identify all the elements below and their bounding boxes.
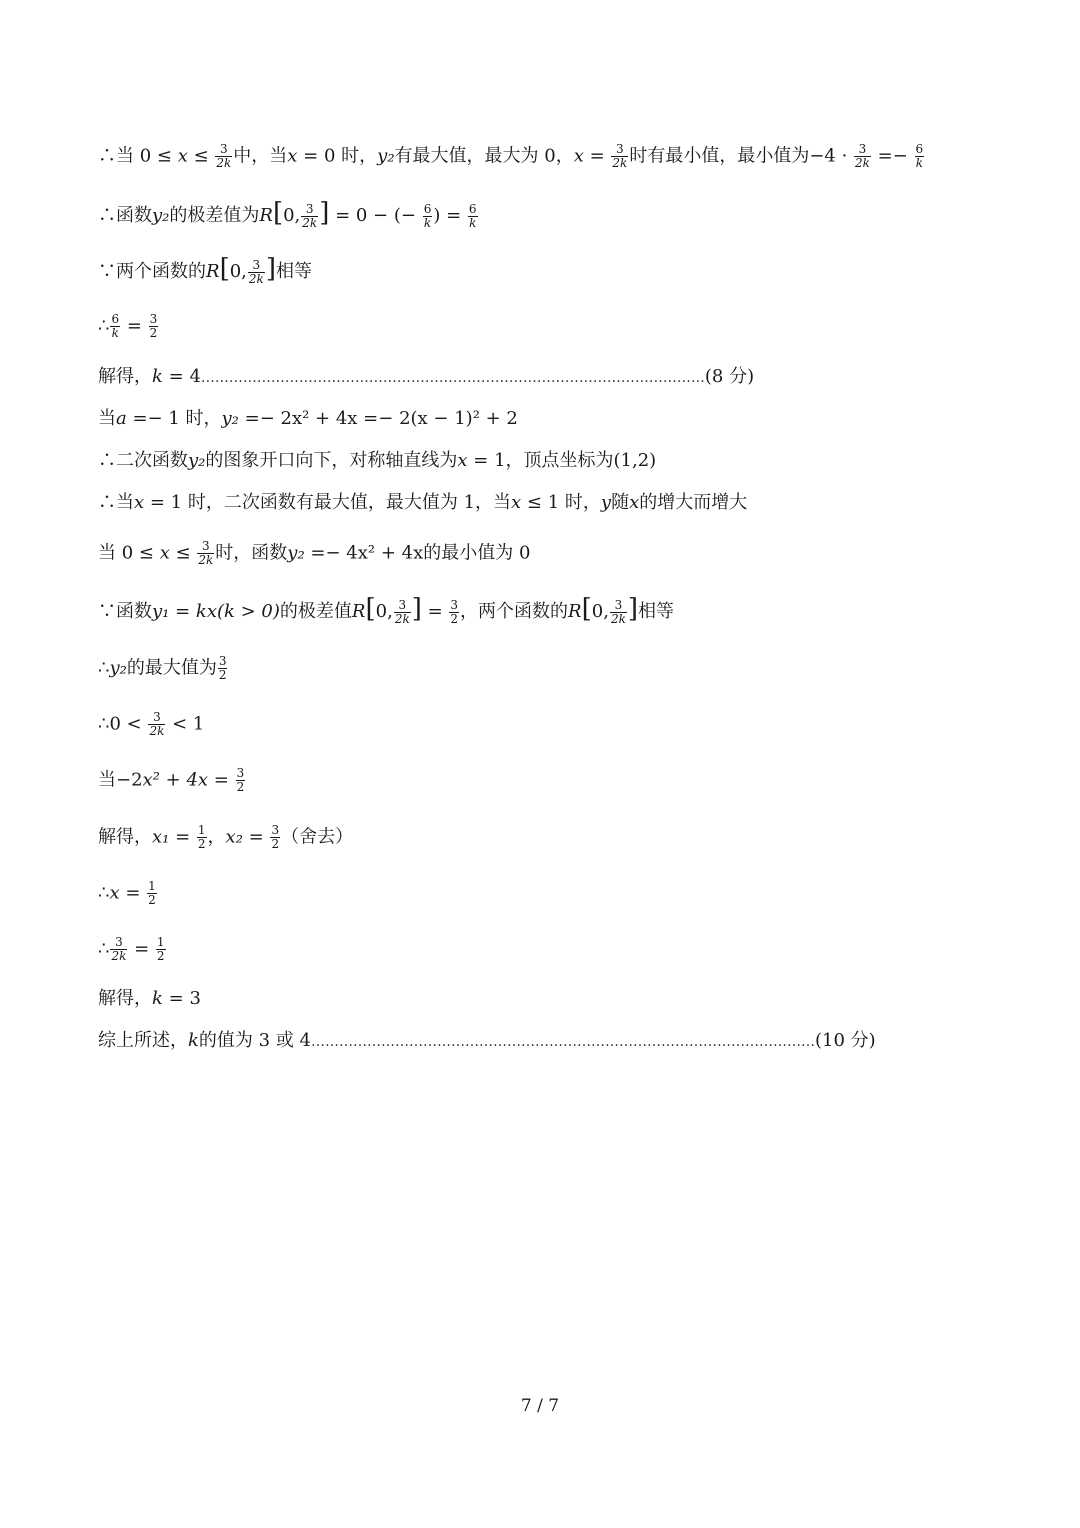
page-number: 7 / 7 — [520, 1396, 560, 1416]
fraction: $\frac{3}{2}$ — [236, 766, 245, 794]
solution-line-13: 当−2x² + 4x = $\frac{3}{2}$ — [98, 766, 245, 794]
score-marker: (10 分) — [815, 1030, 876, 1051]
solution-line-18: 综上所述，k的值为 3 或 4………………………………………………………………………………………………(10 分) — [98, 1030, 876, 1051]
solution-line-4: ∴ $\frac{6}{k}$ = $\frac{3}{2}$ — [98, 312, 158, 340]
solution-line-6: 当a =− 1 时，y₂ =− 2x² + 4x =− 2(x − 1)² + 2 — [98, 408, 518, 429]
fraction: $\frac{3}{2k}$ — [610, 597, 626, 626]
fraction: $\frac{1}{2}$ — [197, 823, 206, 851]
fraction: $\frac{3}{2k}$ — [855, 142, 870, 170]
fraction: $\frac{6}{k}$ — [111, 312, 120, 340]
solution-line-12: ∴0 < $\frac{3}{2k}$ < 1 — [98, 710, 205, 738]
solution-line-9: 当 0 ≤ x ≤ $\frac{3}{2k}$ 时，函数y₂ =− 4x² + 4x的最小值为 0 — [98, 539, 531, 567]
fraction: $\frac{3}{2}$ — [450, 597, 459, 626]
solution-line-14: 解得，x₁ = $\frac{1}{2}$ ，x₂ = $\frac{3}{2}$ （舍去） — [98, 823, 354, 851]
solution-line-5: 解得，k = 4………………………………………………………………………………………………(8 分) — [98, 366, 755, 387]
fraction: $\frac{3}{2}$ — [218, 654, 227, 682]
fraction: $\frac{3}{2k}$ — [612, 142, 628, 170]
fraction: $\frac{1}{2}$ — [156, 935, 165, 963]
fraction: $\frac{3}{2k}$ — [216, 142, 232, 170]
solution-line-8: ∴当x = 1 时，二次函数有最大值，最大值为 1，当x ≤ 1 时，y随x的增大而增大 — [98, 492, 748, 513]
fraction: $\frac{3}{2k}$ — [302, 201, 318, 230]
solution-line-2: ∴函数y₂的极差值为R[0, $\frac{3}{2k}$ ] = 0 − (− $\frac{6}{k}$ ) = $\frac{6}{k}$ — [98, 198, 477, 230]
solution-line-11: ∴y₂的最大值为 $\frac{3}{2}$ — [98, 654, 227, 682]
solution-line-16: ∴ $\frac{3}{2k}$ = $\frac{1}{2}$ — [98, 935, 165, 963]
solution-line-3: ∵两个函数的R[0, $\frac{3}{2k}$ ]相等 — [98, 254, 312, 286]
fraction: $\frac{3}{2k}$ — [198, 539, 214, 567]
score-marker: (8 分) — [704, 366, 755, 387]
fraction: $\frac{3}{2k}$ — [149, 710, 165, 738]
fraction: $\frac{3}{2k}$ — [248, 257, 264, 286]
fraction: $\frac{3}{2}$ — [149, 312, 158, 340]
solution-line-15: ∴x = $\frac{1}{2}$ — [98, 879, 156, 907]
fraction: $\frac{6}{k}$ — [915, 142, 924, 170]
solution-line-1: ∴当 0 ≤ x ≤ $\frac{3}{2k}$ 中，当x = 0 时，y₂有最大值，最大为 0，x = $\frac{3}{2k}$ 时有最小值，最小值为−4 · $\frac{3}{2k}$ =− $\frac{6}{k}$ — [98, 142, 924, 170]
solution-line-17: 解得，k = 3 — [98, 988, 201, 1009]
fraction: $\frac{3}{2k}$ — [394, 597, 410, 626]
fraction: $\frac{6}{k}$ — [423, 201, 432, 230]
solution-line-7: ∴二次函数y₂的图象开口向下，对称轴直线为x = 1，顶点坐标为(1,2) — [98, 450, 657, 471]
fraction: $\frac{1}{2}$ — [148, 879, 156, 907]
fraction: $\frac{3}{2}$ — [271, 823, 280, 851]
fraction: $\frac{6}{k}$ — [468, 201, 477, 230]
solution-line-10: ∵函数y₁ = kx(k > 0)的极差值R[0, $\frac{3}{2k}$ ] = $\frac{3}{2}$ ，两个函数的R[0, $\frac{3}{2k}$ ]相等 — [98, 594, 675, 626]
fraction: $\frac{3}{2k}$ — [111, 935, 127, 963]
